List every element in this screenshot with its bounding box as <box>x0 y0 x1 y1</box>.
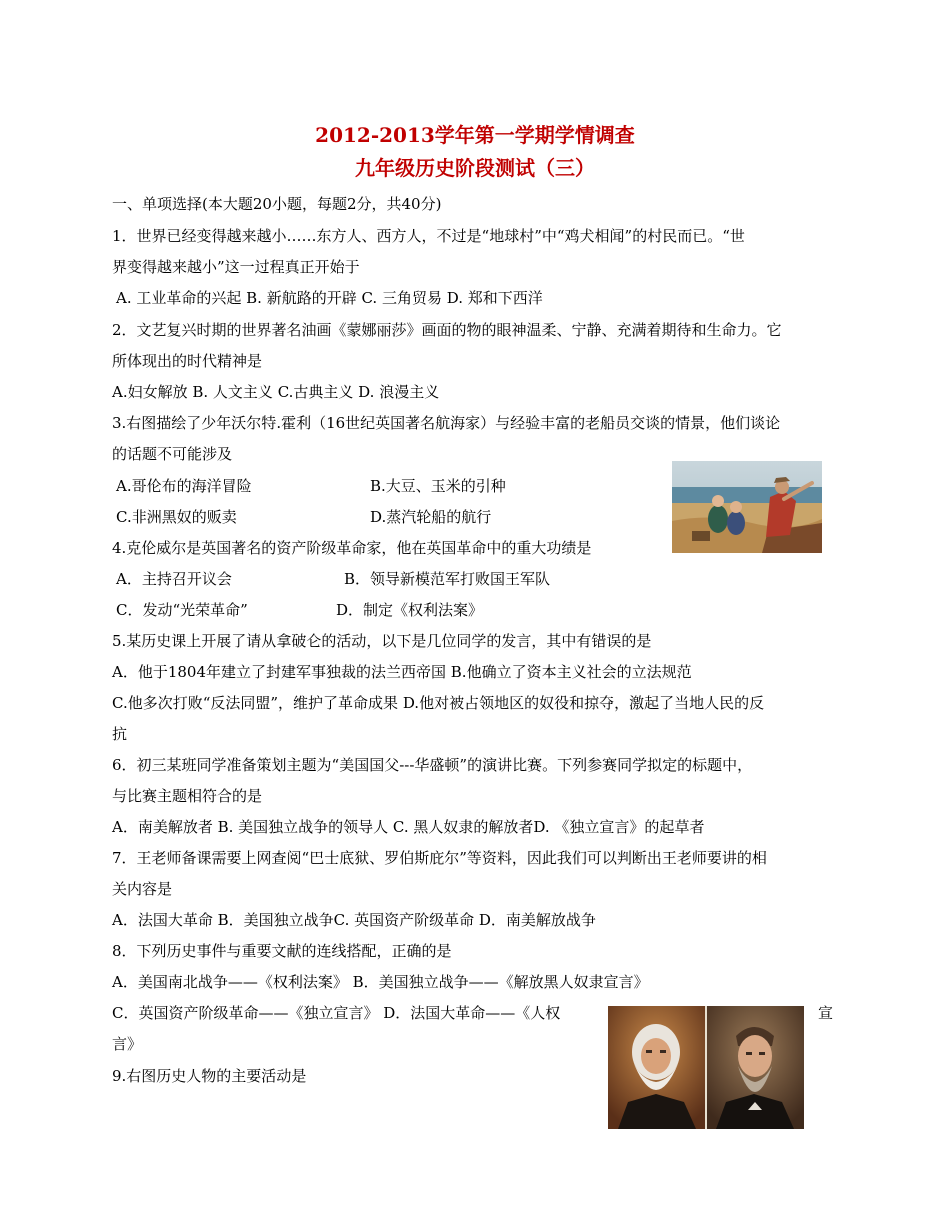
q4-option-d: D．制定《权利法案》 <box>336 601 484 619</box>
exam-title-line1: 2012-2013学年第一学期学情调查 <box>315 123 635 147</box>
q6-stem-line2: 与比赛主题相符合的是 <box>112 787 263 805</box>
section-heading: 一、单项选择(本大题20小题，每题2分，共40分) <box>112 195 442 213</box>
q7-options: A．法国大革命 B．美国独立战争C. 英国资产阶级革命 D．南美解放战争 <box>112 911 596 929</box>
q3-option-a: A.哥伦布的海洋冒险 <box>116 477 252 495</box>
q4-option-b: B．领导新模范军打败国王军队 <box>344 570 551 588</box>
q8-options-cd-end: 宣 <box>818 1004 834 1022</box>
q3-stem-line1: 3.右图描绘了少年沃尔特.霍利（16世纪英国著名航海家）与经验丰富的老船员交谈的情景，他们谈论 <box>112 414 781 432</box>
q8-options-end: 言》 <box>112 1035 143 1053</box>
q1-stem-line2: 界变得越来越小”这一过程真正开始于 <box>112 258 360 276</box>
historical-figures-portraits-image <box>608 1006 804 1129</box>
q8-options-ab: A．美国南北战争——《权利法案》 B．美国独立战争——《解放黑人奴隶宣言》 <box>112 973 649 991</box>
q6-options: A．南美解放者 B. 美国独立战争的领导人 C. 黑人奴隶的解放者D. 《独立宣言》的起草者 <box>112 818 705 836</box>
q4-stem: 4.克伦威尔是英国著名的资产阶级革命家，他在英国革命中的重大功绩是 <box>112 539 592 557</box>
q5-stem: 5.某历史课上开展了请从拿破仑的活动，以下是几位同学的发言，其中有错误的是 <box>112 632 652 650</box>
q3-stem-line2: 的话题不可能涉及 <box>112 445 233 463</box>
q3-option-b: B.大豆、玉米的引种 <box>370 477 506 495</box>
q9-stem: 9.右图历史人物的主要活动是 <box>112 1067 307 1085</box>
q5-options-end: 抗 <box>112 725 128 743</box>
exam-title-line2: 九年级历史阶段测试（三） <box>355 156 595 180</box>
q6-stem-line1: 6．初三某班同学准备策划主题为“美国国父---华盛顿”的演讲比赛。下列参赛同学拟定的标题中， <box>112 756 753 774</box>
sailor-painting-image <box>672 461 822 553</box>
q2-stem-line1: 2．文艺复兴时期的世界著名油画《蒙娜丽莎》画面的物的眼神温柔、宁静、充满着期待和生命力。它 <box>112 321 782 339</box>
q7-stem-line2: 关内容是 <box>112 880 173 898</box>
q4-option-c: C．发动“光荣革命” <box>116 601 248 619</box>
q1-options: A. 工业革命的兴起 B. 新航路的开辟 C. 三角贸易 D. 郑和下西洋 <box>116 289 543 307</box>
q1-stem-line1: 1．世界已经变得越来越小……东方人、西方人，不过是“地球村”中“鸡犬相闻”的村民而已。“世 <box>112 227 745 245</box>
q2-stem-line2: 所体现出的时代精神是 <box>112 352 263 370</box>
q3-option-c: C.非洲黑奴的贩卖 <box>116 508 237 526</box>
q3-option-d: D.蒸汽轮船的航行 <box>370 508 492 526</box>
q2-options: A.妇女解放 B. 人文主义 C.古典主义 D. 浪漫主义 <box>112 383 440 401</box>
q8-stem: 8．下列历史事件与重要文献的连线搭配，正确的是 <box>112 942 452 960</box>
q5-options-ab: A．他于1804年建立了封建军事独裁的法兰西帝国 B.他确立了资本主义社会的立法规范 <box>112 663 692 681</box>
q5-options-cd: C.他多次打败“反法同盟”，维护了革命成果 D.他对被占领地区的奴役和掠夺，激起了当地人民的反 <box>112 694 765 712</box>
q4-option-a: A．主持召开议会 <box>116 570 232 588</box>
q8-options-cd: C．英国资产阶级革命——《独立宣言》 D．法国大革命——《人权 <box>112 1004 561 1022</box>
q7-stem-line1: 7．王老师备课需要上网查阅“巴士底狱、罗伯斯庇尔”等资料，因此我们可以判断出王老师要讲的相 <box>112 849 767 867</box>
